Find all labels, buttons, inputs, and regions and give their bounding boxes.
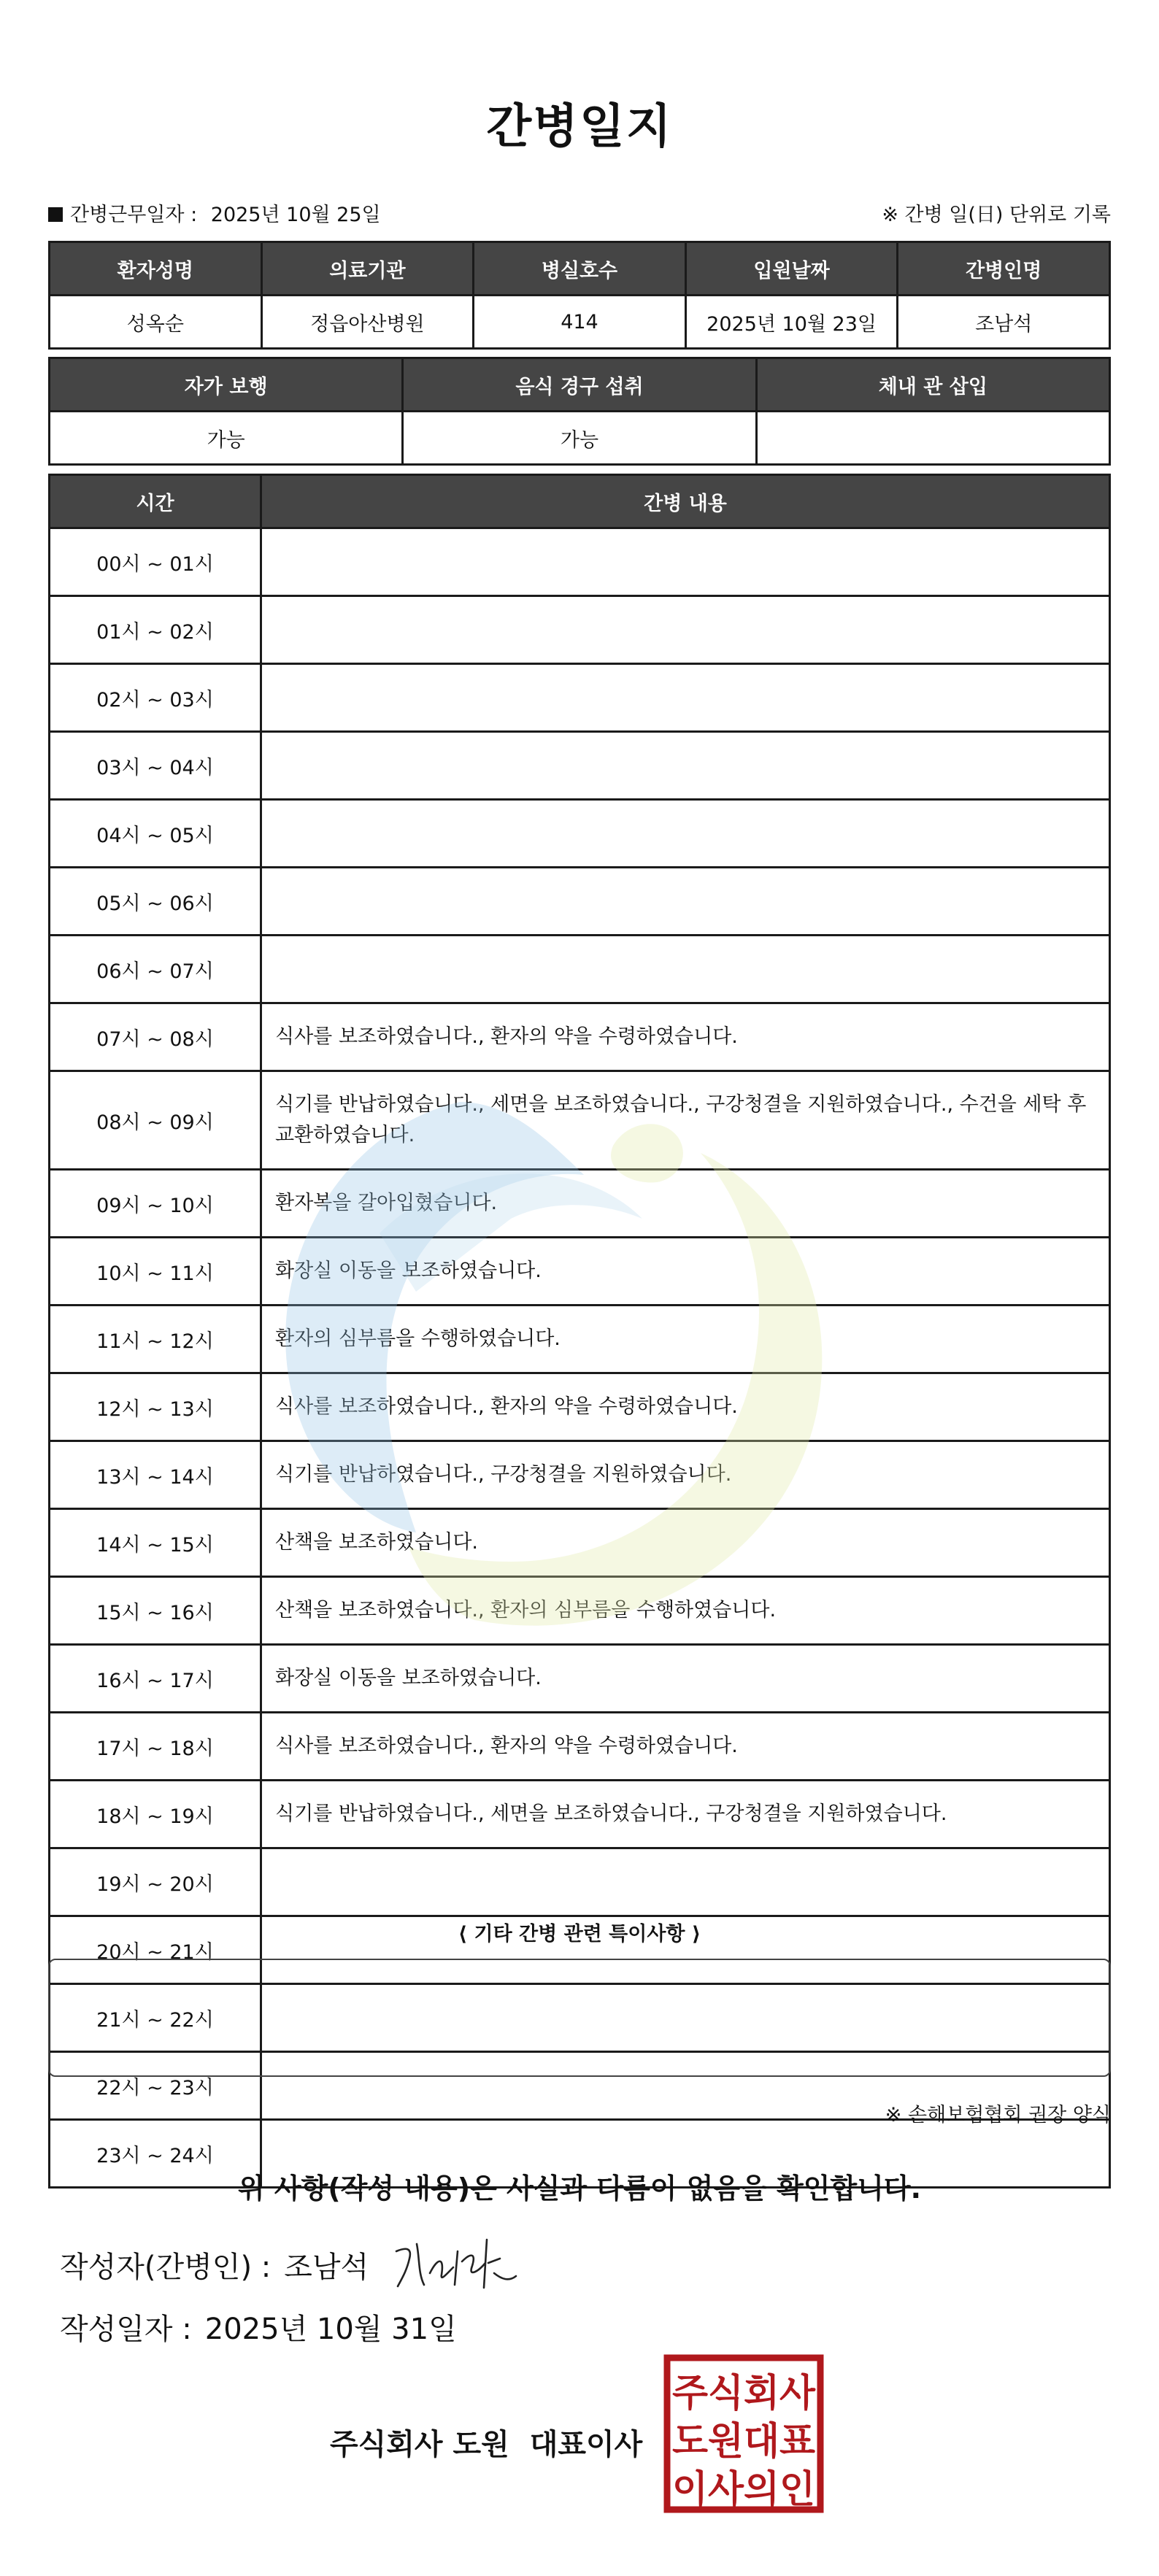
duty-date-label: 간병근무일자 : bbox=[70, 204, 198, 226]
company-representative-title: 대표이사 bbox=[529, 2428, 643, 2461]
written-date-value: 2025년 10월 31일 bbox=[204, 2313, 457, 2346]
log-row bbox=[50, 1170, 1110, 1238]
special-notes-title: ⟨ 기타 간병 관련 특이사항 ⟩ bbox=[458, 1923, 701, 1946]
log-content-cell: 식기를 반납하였습니다., 세면을 보조하였습니다., 구강청결을 지원하였습니다. bbox=[261, 1781, 1110, 1848]
company-signoff bbox=[330, 2421, 642, 2463]
written-date-label: 작성일자 : bbox=[60, 2313, 192, 2346]
log-time-cell: 09시 ~ 10시 bbox=[50, 1170, 261, 1238]
log-row bbox=[50, 1238, 1110, 1306]
oral-intake-value: 가능 bbox=[403, 412, 756, 465]
log-row bbox=[50, 1071, 1110, 1170]
header-care-content: 간병 내용 bbox=[261, 475, 1110, 528]
header-tube-insertion: 체내 관 삽입 bbox=[756, 358, 1109, 412]
patient-status-table bbox=[48, 357, 1111, 466]
log-row bbox=[50, 1781, 1110, 1848]
log-time-cell: 07시 ~ 08시 bbox=[50, 1003, 261, 1071]
admission-date: 2025년 10월 23일 bbox=[685, 296, 898, 349]
page-title: 간병일지 bbox=[486, 100, 673, 154]
log-time-cell: 01시 ~ 02시 bbox=[50, 596, 261, 664]
log-content-cell: 화장실 이동을 보조하였습니다. bbox=[261, 1238, 1110, 1306]
log-content-cell: 식사를 보조하였습니다., 환자의 약을 수령하였습니다. bbox=[261, 1373, 1110, 1441]
writer-line bbox=[60, 2244, 369, 2286]
log-content-cell bbox=[261, 732, 1110, 800]
log-content-cell: 식기를 반납하였습니다., 세면을 보조하였습니다., 구강청결을 지원하였습니다., 수건을 세탁 후 교환하였습니다. bbox=[261, 1071, 1110, 1170]
log-row bbox=[50, 528, 1110, 596]
log-time-cell: 23시 ~ 24시 bbox=[50, 2120, 261, 2188]
self-walking-value: 가능 bbox=[50, 412, 403, 465]
log-time-cell: 00시 ~ 01시 bbox=[50, 528, 261, 596]
log-content-cell: 환자복을 갈아입혔습니다. bbox=[261, 1170, 1110, 1238]
company-seal-stamp bbox=[663, 2353, 825, 2514]
log-row bbox=[50, 1577, 1110, 1645]
log-time-cell: 12시 ~ 13시 bbox=[50, 1373, 261, 1441]
company-name: 주식회사 도원 bbox=[330, 2428, 509, 2461]
log-row bbox=[50, 732, 1110, 800]
writer-label: 작성자(간병인) : bbox=[60, 2251, 272, 2284]
log-time-cell: 22시 ~ 23시 bbox=[50, 2052, 261, 2120]
writer-name: 조남석 bbox=[284, 2251, 369, 2284]
seal-line-3: 이사의인 bbox=[672, 2468, 815, 2512]
log-content-cell bbox=[261, 868, 1110, 936]
special-notes-box bbox=[48, 1959, 1111, 2077]
log-row bbox=[50, 1003, 1110, 1071]
header-patient-name: 환자성명 bbox=[50, 242, 262, 296]
header-admission-date: 입원날짜 bbox=[685, 242, 898, 296]
patient-info-table bbox=[48, 241, 1111, 350]
log-content-cell bbox=[261, 936, 1110, 1003]
confirmation-statement: 위 사항(작성 내용)은 사실과 다름이 없음을 확인합니다. bbox=[237, 2172, 922, 2205]
tube-insertion-value bbox=[756, 412, 1109, 465]
log-content-cell: 환자의 심부름을 수행하였습니다. bbox=[261, 1306, 1110, 1373]
log-content-cell: 화장실 이동을 보조하였습니다. bbox=[261, 1645, 1110, 1713]
log-content-cell bbox=[261, 1848, 1110, 1916]
log-content-cell bbox=[261, 664, 1110, 732]
header-self-walking: 자가 보행 bbox=[50, 358, 403, 412]
log-content-cell: 식사를 보조하였습니다., 환자의 약을 수령하였습니다. bbox=[261, 1713, 1110, 1781]
log-row bbox=[50, 664, 1110, 732]
log-time-cell: 13시 ~ 14시 bbox=[50, 1441, 261, 1509]
header-hospital: 의료기관 bbox=[261, 242, 474, 296]
log-time-cell: 06시 ~ 07시 bbox=[50, 936, 261, 1003]
handwritten-signature bbox=[390, 2229, 522, 2295]
seal-line-1: 주식회사 bbox=[672, 2372, 816, 2415]
log-content-cell: 식기를 반납하였습니다., 구강청결을 지원하였습니다. bbox=[261, 1441, 1110, 1509]
log-time-cell: 11시 ~ 12시 bbox=[50, 1306, 261, 1373]
log-time-cell: 05시 ~ 06시 bbox=[50, 868, 261, 936]
header-room-number: 병실호수 bbox=[474, 242, 686, 296]
log-time-cell: 02시 ~ 03시 bbox=[50, 664, 261, 732]
log-content-cell: 산책을 보조하였습니다., 환자의 심부름을 수행하였습니다. bbox=[261, 1577, 1110, 1645]
log-row bbox=[50, 868, 1110, 936]
log-time-cell: 03시 ~ 04시 bbox=[50, 732, 261, 800]
log-time-cell: 08시 ~ 09시 bbox=[50, 1071, 261, 1170]
log-time-cell: 10시 ~ 11시 bbox=[50, 1238, 261, 1306]
daily-record-note: ※ 간병 일(日) 단위로 기록 bbox=[882, 204, 1111, 226]
log-row bbox=[50, 596, 1110, 664]
log-row bbox=[50, 1848, 1110, 1916]
log-time-cell: 15시 ~ 16시 bbox=[50, 1577, 261, 1645]
header-time: 시간 bbox=[50, 475, 261, 528]
log-content-cell: 식사를 보조하였습니다., 환자의 약을 수령하였습니다. bbox=[261, 1003, 1110, 1071]
log-row bbox=[50, 1509, 1110, 1577]
log-time-cell: 19시 ~ 20시 bbox=[50, 1848, 261, 1916]
hospital-name: 정읍아산병원 bbox=[261, 296, 474, 349]
log-time-cell: 20시 ~ 21시 bbox=[50, 1916, 261, 1984]
log-time-cell: 18시 ~ 19시 bbox=[50, 1781, 261, 1848]
log-row bbox=[50, 1441, 1110, 1509]
seal-line-2: 도원대표 bbox=[672, 2420, 815, 2464]
log-content-cell bbox=[261, 528, 1110, 596]
log-time-cell: 04시 ~ 05시 bbox=[50, 800, 261, 868]
log-time-cell: 17시 ~ 18시 bbox=[50, 1713, 261, 1781]
duty-date-line bbox=[48, 198, 381, 227]
log-time-cell: 21시 ~ 22시 bbox=[50, 1984, 261, 2052]
log-row bbox=[50, 1645, 1110, 1713]
log-row bbox=[50, 1306, 1110, 1373]
log-content-cell: 산책을 보조하였습니다. bbox=[261, 1509, 1110, 1577]
log-content-cell bbox=[261, 596, 1110, 664]
log-row bbox=[50, 936, 1110, 1003]
recommended-form-note: ※ 손해보험협회 권장 양식 bbox=[885, 2104, 1111, 2126]
written-date-line bbox=[60, 2306, 457, 2348]
square-bullet-icon bbox=[48, 207, 63, 222]
log-row bbox=[50, 800, 1110, 868]
room-number: 414 bbox=[474, 296, 686, 349]
log-time-cell: 16시 ~ 17시 bbox=[50, 1645, 261, 1713]
header-caregiver-name: 간병인명 bbox=[898, 242, 1110, 296]
log-content-cell bbox=[261, 800, 1110, 868]
header-oral-intake: 음식 경구 섭취 bbox=[403, 358, 756, 412]
patient-name: 성옥순 bbox=[50, 296, 262, 349]
log-time-cell: 14시 ~ 15시 bbox=[50, 1509, 261, 1577]
caregiver-name: 조남석 bbox=[898, 296, 1110, 349]
log-row bbox=[50, 1373, 1110, 1441]
log-row bbox=[50, 1713, 1110, 1781]
duty-date-value: 2025년 10월 25일 bbox=[210, 204, 381, 226]
